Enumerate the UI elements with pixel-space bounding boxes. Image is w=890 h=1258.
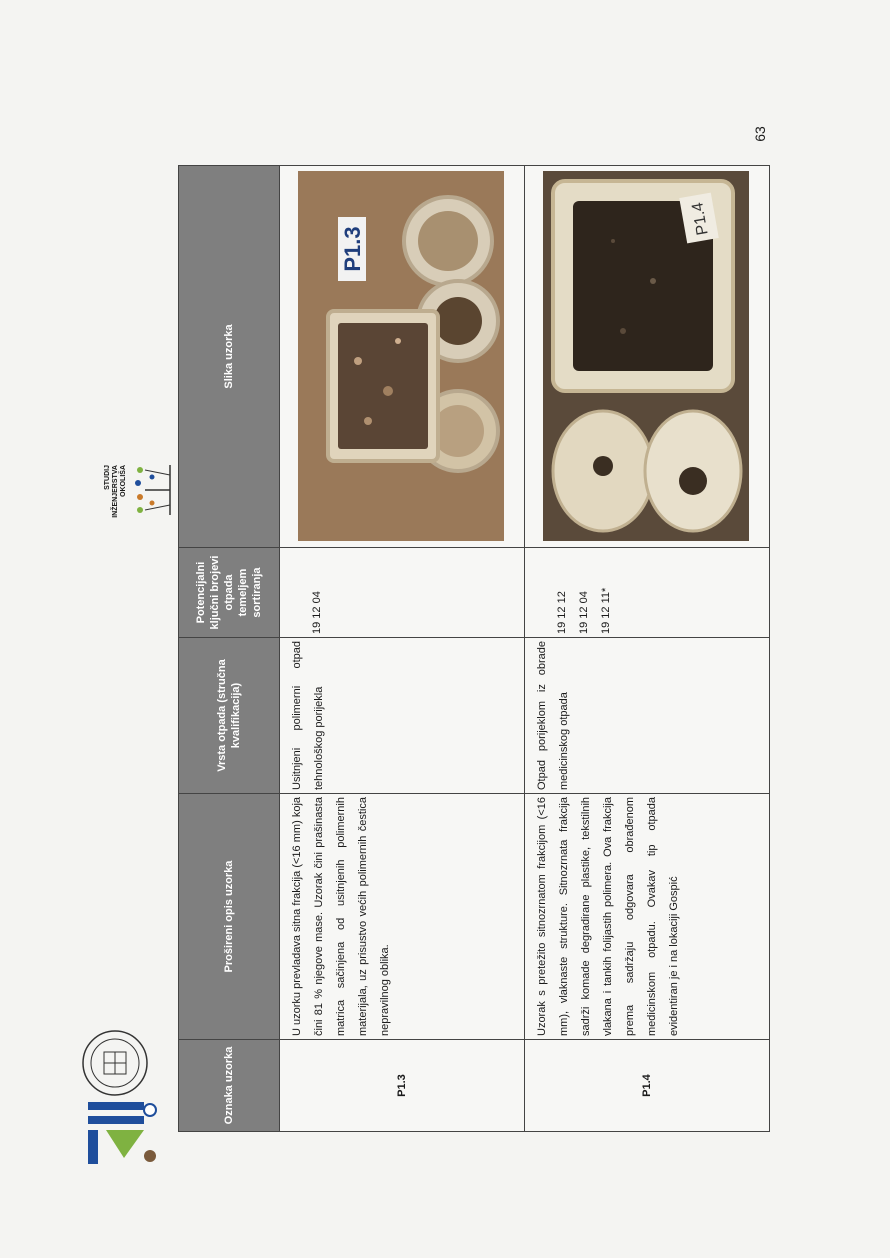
waste-type: Otpad porijeklom iz obrade medicinskog otpada [525,638,770,794]
page-number: 63 [751,126,768,142]
header-logos [70,0,170,1258]
waste-code: 19 12 12 [556,591,568,634]
header-type: Vrsta otpada (stručna kvalifikacija) [179,638,280,794]
sample-description: U uzorku prevladava sitna frakcija (<16 mm) koja čini 81 % njegove mase. Uzorak čini prašinasta matrica sačinjena od usitnjenih polimernih materijala, uz prisustvo većih polimernih čestica nepravilnog oblika. [280,794,525,1040]
table-row [525,166,770,1132]
ftv-logo [84,1098,164,1168]
photo-label: P1.3 [339,226,365,272]
sample-photo-p14 [543,171,749,541]
waste-code: 19 12 04 [578,591,590,634]
sample-photo-p13 [298,171,504,541]
sample-description: Uzorak s pretežito sitnozrnatom frakcijom (<16 mm), vlaknaste strukture. Sitnozrnata frakcija sadrži komade degradirane plastike, tekstilnih vlakana i tankih folijastih polimera. Ova frakcija prema sadržaju odgovara obrađenom medicinskom otpadu. Ovakav tip otpada evidentiran je i na lokaciji Gospić [525,794,770,1040]
waste-type: Usitnjeni polimerni otpad tehnološkog porijekla [280,638,525,794]
header-waste-codes: Potencijalni ključni brojevi otpada temeljem sortiranja [179,548,280,638]
sample-table [178,165,770,1132]
table-header-row [179,166,280,1132]
university-seal-logo [80,1028,150,1098]
studij-line-1: STUDIJ [104,465,111,490]
sample-photo-cell [525,166,770,548]
waste-codes [280,548,525,638]
studij-line-3: OKOLIŠA [120,465,127,497]
header-code: Oznaka uzorka [179,1040,280,1132]
sample-code: P1.3 [280,1040,525,1132]
table-row [280,166,525,1132]
studij-line-2: INŽENJERSTVA [112,465,119,518]
sample-code: P1.4 [525,1040,770,1132]
photo-label: P1.4 [688,201,712,237]
waste-code: 19 12 11* [600,587,612,634]
header-photo: Slika uzorka [179,166,280,548]
sample-photo-cell [280,166,525,548]
waste-code: 19 12 04 [311,591,323,634]
waste-codes [525,548,770,638]
header-description: Prošireni opis uzorka [179,794,280,1040]
rotated-table-container [178,166,738,1132]
